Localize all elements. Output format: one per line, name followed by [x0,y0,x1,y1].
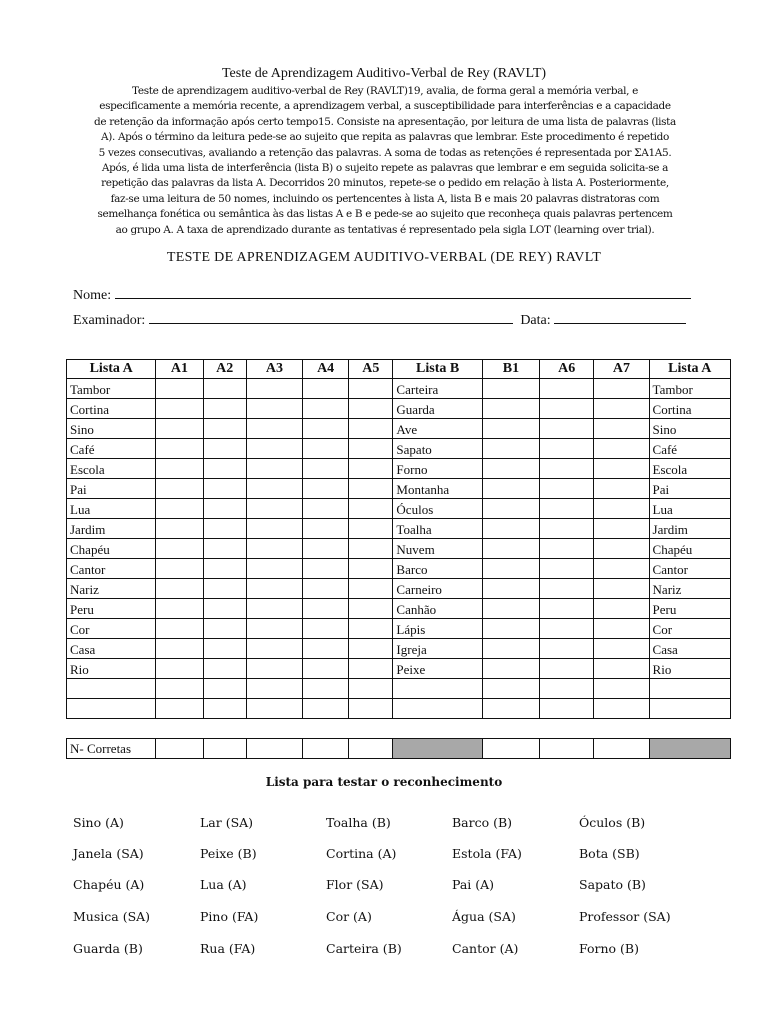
lista-b-word: Peixe [393,659,482,679]
response-cell[interactable] [349,599,393,619]
lista-a-word: Café [649,439,730,459]
recognition-word: Óculos (B) [579,815,646,830]
date-label: Data: [520,313,551,328]
response-cell[interactable] [156,499,203,519]
lista-a-word: Peru [649,599,730,619]
response-cell[interactable] [482,579,539,599]
response-cell[interactable] [594,439,649,459]
response-cell[interactable] [482,619,539,639]
response-cell[interactable] [540,699,594,719]
lista-b-word: Sapato [393,439,482,459]
response-cell[interactable] [540,399,594,419]
name-label: Nome: [73,288,112,303]
response-cell[interactable] [349,659,393,679]
response-cell[interactable] [349,439,393,459]
response-cell[interactable] [303,499,349,519]
lista-a-word: Nariz [649,579,730,599]
response-cell[interactable] [303,679,349,699]
lista-b-word: Nuvem [393,539,482,559]
lista-a-word: Chapéu [67,539,156,559]
intro-line: faz-se uma leitura de 50 nomes, incluindo os pertencentes à lista A, lista B e mais 20 palavras distratoras com [110,192,660,205]
response-cell[interactable] [303,539,349,559]
totals-table [66,738,731,759]
response-cell[interactable] [203,439,246,459]
response-cell[interactable] [203,499,246,519]
lista-a-word [67,679,156,699]
response-cell[interactable] [349,699,393,719]
intro-line: Teste de aprendizagem auditivo-verbal de Rey (RAVLT)19, avalia, de forma geral a memória verbal, e [132,85,638,97]
response-cell[interactable] [594,479,649,499]
response-cell[interactable] [540,519,594,539]
lista-a-word: Sino [649,419,730,439]
recognition-word: Estola (FA) [452,846,522,861]
table-row [67,679,731,699]
response-cell[interactable] [349,419,393,439]
lista-a-word: Café [67,439,156,459]
recognition-word: Água (SA) [452,909,516,924]
response-cell[interactable] [303,599,349,619]
lista-a-word: Escola [649,459,730,479]
lista-b-word: Barco [393,559,482,579]
lista-a-word: Lua [649,499,730,519]
totals-label: N- Corretas [67,739,156,759]
response-cell[interactable] [156,639,203,659]
lista-a-word: Tambor [67,379,156,399]
total-cell[interactable] [349,739,393,759]
total-cell[interactable] [594,739,649,759]
table-row [67,579,731,599]
response-cell[interactable] [246,699,302,719]
response-cell[interactable] [349,639,393,659]
table-row [67,459,731,479]
response-cell[interactable] [203,539,246,559]
response-cell[interactable] [203,559,246,579]
lista-a-word: Jardim [649,519,730,539]
response-cell[interactable] [246,679,302,699]
recognition-word: Forno (B) [579,941,639,956]
intro-line: ao grupo A. A taxa de aprendizado durante as tentativas é representado pela sigla LOT (learning over trial). [115,223,655,236]
response-cell[interactable] [594,699,649,719]
table-row [67,619,731,639]
response-cell[interactable] [156,479,203,499]
lista-a-word: Peru [67,599,156,619]
total-cell[interactable] [303,739,349,759]
response-cell[interactable] [246,539,302,559]
response-cell[interactable] [246,619,302,639]
response-cell[interactable] [594,459,649,479]
response-cell[interactable] [482,499,539,519]
date-input-line[interactable] [554,309,686,324]
response-cell[interactable] [156,439,203,459]
response-cell[interactable] [540,439,594,459]
response-cell[interactable] [482,559,539,579]
response-cell[interactable] [303,559,349,579]
lista-a-word: Pai [649,479,730,499]
recognition-word: Janela (SA) [73,846,144,861]
response-cell[interactable] [156,419,203,439]
response-cell[interactable] [246,639,302,659]
response-cell[interactable] [203,379,246,399]
table-header-row [67,360,731,379]
lista-a-word: Chapéu [649,539,730,559]
response-cell[interactable] [303,699,349,719]
response-cell[interactable] [246,459,302,479]
response-cell[interactable] [482,399,539,419]
recognition-word: Lar (SA) [200,815,254,830]
recognition-word: Bota (SB) [579,846,640,861]
intro-line: Após, é lida uma lista de interferência (lista B) o sujeito repete as palavras que lembrar e em seguida solicita-se a [101,162,669,175]
col-header: Lista A [67,360,156,379]
lista-a-word: Jardim [67,519,156,539]
lista-a-word [649,679,730,699]
response-cell[interactable] [540,599,594,619]
response-cell[interactable] [203,399,246,419]
total-cell[interactable] [482,739,539,759]
lista-b-word: Carteira [393,379,482,399]
response-cell[interactable] [246,439,302,459]
table-row [67,499,731,519]
lista-b-word: Igreja [393,639,482,659]
total-cell[interactable] [246,739,302,759]
response-cell[interactable] [349,579,393,599]
total-cell[interactable] [540,739,594,759]
response-cell[interactable] [482,639,539,659]
response-cell[interactable] [594,579,649,599]
lista-a-word: Rio [649,659,730,679]
response-cell[interactable] [156,399,203,419]
response-cell[interactable] [156,699,203,719]
response-cell[interactable] [156,619,203,639]
response-cell[interactable] [594,519,649,539]
response-cell[interactable] [540,659,594,679]
response-cell[interactable] [349,479,393,499]
response-cell[interactable] [540,679,594,699]
table-row [67,479,731,499]
response-cell[interactable] [482,699,539,719]
recognition-word: Carteira (B) [326,941,402,956]
response-cell[interactable] [594,679,649,699]
response-cell[interactable] [349,379,393,399]
col-header: A3 [246,360,302,379]
intro-line: 5 vezes consecutivas, avaliando a retenção das palavras. A soma de todas as retenções é representada por ΣA1A5. [98,146,672,159]
response-cell[interactable] [482,659,539,679]
response-cell[interactable] [303,519,349,539]
table-row [67,699,731,719]
response-cell[interactable] [594,599,649,619]
table-row [67,559,731,579]
lista-a-word: Escola [67,459,156,479]
col-header: A1 [156,360,203,379]
response-cell[interactable] [203,579,246,599]
response-cell[interactable] [303,579,349,599]
response-cell[interactable] [482,479,539,499]
intro-line: repetição das palavras da lista A. Decorridos 20 minutos, repete-se o pedido em relação à lista A. Posteriormente, [101,177,669,190]
response-cell[interactable] [482,599,539,619]
lista-a-word: Pai [67,479,156,499]
response-cell[interactable] [482,439,539,459]
response-cell[interactable] [303,419,349,439]
response-cell[interactable] [156,459,203,479]
response-cell[interactable] [349,499,393,519]
response-cell[interactable] [540,419,594,439]
lista-a-word: Rio [67,659,156,679]
lista-b-word: Montanha [393,479,482,499]
response-cell[interactable] [540,619,594,639]
response-cell[interactable] [349,399,393,419]
response-cell[interactable] [540,639,594,659]
response-cell[interactable] [156,579,203,599]
response-cell[interactable] [594,539,649,559]
recognition-word: Sapato (B) [579,877,646,892]
response-cell[interactable] [203,699,246,719]
lista-b-word: Ave [393,419,482,439]
response-cell[interactable] [594,619,649,639]
recognition-word: Chapéu (A) [73,877,145,892]
response-cell[interactable] [303,479,349,499]
examiner-field [73,309,686,329]
response-cell[interactable] [349,679,393,699]
response-cell[interactable] [203,619,246,639]
col-header: A2 [203,360,246,379]
response-cell[interactable] [594,559,649,579]
lista-b-word: Forno [393,459,482,479]
response-cell[interactable] [203,679,246,699]
word-list-table [66,359,731,719]
recognition-word: Cor (A) [326,909,372,924]
col-header: B1 [482,360,539,379]
lista-a-word: Sino [67,419,156,439]
response-cell[interactable] [303,379,349,399]
lista-a-word: Casa [649,639,730,659]
col-header: A6 [540,360,594,379]
recognition-word: Pai (A) [452,877,495,892]
response-cell[interactable] [540,479,594,499]
response-cell[interactable] [156,679,203,699]
response-cell[interactable] [203,659,246,679]
response-cell[interactable] [156,539,203,559]
lista-a-word: Cortina [67,399,156,419]
total-cell[interactable] [156,739,203,759]
response-cell[interactable] [246,579,302,599]
lista-a-word: Lua [67,499,156,519]
response-cell[interactable] [303,399,349,419]
lista-a-word: Casa [67,639,156,659]
lista-b-word: Toalha [393,519,482,539]
response-cell[interactable] [203,419,246,439]
total-cell-shaded [393,739,482,759]
response-cell[interactable] [246,599,302,619]
response-cell[interactable] [156,659,203,679]
lista-b-word: Guarda [393,399,482,419]
response-cell[interactable] [540,379,594,399]
lista-a-word: Nariz [67,579,156,599]
recognition-word: Lua (A) [200,877,247,892]
response-cell[interactable] [303,439,349,459]
table-row [67,659,731,679]
response-cell[interactable] [349,559,393,579]
response-cell[interactable] [594,639,649,659]
recognition-title: Lista para testar o reconhecimento [265,775,503,789]
response-cell[interactable] [540,459,594,479]
response-cell[interactable] [156,519,203,539]
lista-b-word [393,679,482,699]
lista-a-word: Cor [67,619,156,639]
lista-a-word [649,699,730,719]
col-header: Lista B [393,360,482,379]
response-cell[interactable] [303,459,349,479]
form-title: TESTE DE APRENDIZAGEM AUDITIVO-VERBAL (DE REY) RAVLT [166,250,602,265]
response-cell[interactable] [246,419,302,439]
lista-a-word: Cantor [649,559,730,579]
response-cell[interactable] [303,639,349,659]
response-cell[interactable] [303,619,349,639]
total-cell[interactable] [203,739,246,759]
col-header: A7 [594,360,649,379]
table-row [67,539,731,559]
intro-line: especificamente a memória recente, a aprendizagem verbal, a susceptibilidade para interferências e a capacidade [99,100,671,113]
recognition-word: Cortina (A) [326,846,397,861]
lista-a-word [67,699,156,719]
total-cell-shaded [649,739,730,759]
response-cell[interactable] [349,459,393,479]
response-cell[interactable] [594,399,649,419]
col-header: A4 [303,360,349,379]
response-cell[interactable] [246,519,302,539]
intro-line: semelhança fonética ou semântica às das listas A e B e pede-se ao sujeito que reconheça quais palavras pertencem [97,208,673,221]
response-cell[interactable] [203,459,246,479]
lista-b-word: Lápis [393,619,482,639]
response-cell[interactable] [594,499,649,519]
response-cell[interactable] [203,519,246,539]
response-cell[interactable] [482,379,539,399]
response-cell[interactable] [540,499,594,519]
table-row [67,399,731,419]
response-cell[interactable] [540,579,594,599]
response-cell[interactable] [246,399,302,419]
response-cell[interactable] [156,379,203,399]
response-cell[interactable] [156,599,203,619]
lista-a-word: Tambor [649,379,730,399]
table-row [67,519,731,539]
recognition-word: Rua (FA) [200,941,256,956]
table-row [67,639,731,659]
document-title: Teste de Aprendizagem Auditivo-Verbal de Rey (RAVLT) [221,66,547,81]
examiner-input-line[interactable] [149,309,513,324]
response-cell[interactable] [540,539,594,559]
response-cell[interactable] [594,419,649,439]
response-cell[interactable] [482,419,539,439]
response-cell[interactable] [594,659,649,679]
name-field [73,284,691,304]
recognition-word: Professor (SA) [579,909,671,924]
recognition-word: Sino (A) [73,815,124,830]
response-cell[interactable] [349,519,393,539]
recognition-word: Flor (SA) [326,877,384,892]
lista-b-word [393,699,482,719]
lista-b-word: Canhão [393,599,482,619]
table-row [67,379,731,399]
intro-line: de retenção da informação após certo tempo15. Consiste na apresentação, por leitura de uma lista de palavras (lista [94,115,676,128]
recognition-word: Toalha (B) [326,815,391,830]
lista-b-word: Óculos [393,499,482,519]
lista-b-word: Carneiro [393,579,482,599]
response-cell[interactable] [482,679,539,699]
response-cell[interactable] [203,639,246,659]
totals-row [67,739,731,759]
response-cell[interactable] [246,659,302,679]
response-cell[interactable] [594,379,649,399]
response-cell[interactable] [303,659,349,679]
response-cell[interactable] [246,479,302,499]
recognition-word: Pino (FA) [200,909,259,924]
intro-paragraph [70,84,700,238]
response-cell[interactable] [156,559,203,579]
table-row [67,599,731,619]
recognition-word: Musica (SA) [73,909,151,924]
col-header: Lista A [649,360,730,379]
response-cell[interactable] [203,479,246,499]
lista-a-word: Cor [649,619,730,639]
recognition-word: Cantor (A) [452,941,519,956]
intro-line: A). Após o término da leitura pede-se ao sujeito que repita as palavras que lembrar. Este procedimento é repetido [101,131,669,144]
response-cell[interactable] [246,499,302,519]
response-cell[interactable] [349,539,393,559]
response-cell[interactable] [349,619,393,639]
table-row [67,419,731,439]
lista-a-word: Cantor [67,559,156,579]
examiner-label: Examinador: [73,313,146,328]
recognition-word: Guarda (B) [73,941,143,956]
lista-a-word: Cortina [649,399,730,419]
recognition-word: Barco (B) [452,815,513,830]
recognition-word: Peixe (B) [200,846,257,861]
table-row [67,439,731,459]
response-cell[interactable] [540,559,594,579]
response-cell[interactable] [246,559,302,579]
response-cell[interactable] [482,459,539,479]
response-cell[interactable] [246,379,302,399]
response-cell[interactable] [482,539,539,559]
response-cell[interactable] [482,519,539,539]
response-cell[interactable] [203,599,246,619]
name-input-line[interactable] [115,284,691,299]
col-header: A5 [349,360,393,379]
